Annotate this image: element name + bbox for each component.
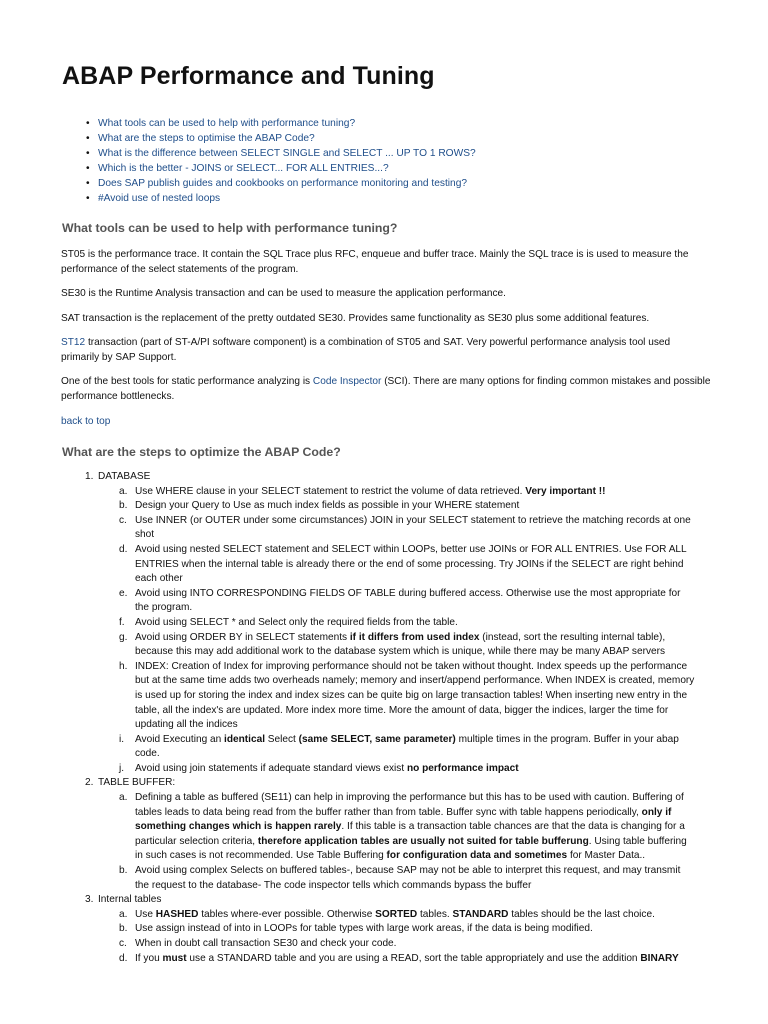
table-of-contents <box>86 116 476 206</box>
sub-step-text: Avoid using complex Selects on buffered tables-, because SAP may not be able to interpret this request, and may transmit the request to the database- The code inspector tells which commands bypass the buffer <box>135 865 681 891</box>
sub-step-letter: f. <box>119 616 125 628</box>
code-inspector-after: (SCI). There are many options for finding common mistakes and possible performance bottlenecks. <box>61 376 711 402</box>
sub-step-item <box>0 952 695 967</box>
sub-step-letter: d. <box>119 543 128 555</box>
st12-link[interactable]: ST12 <box>61 337 86 348</box>
sub-step-text: use a STANDARD table and you are using a READ, sort the table appropriately and use the addition <box>186 952 641 964</box>
sub-step-letter: j. <box>119 762 125 774</box>
page-title: ABAP Performance and Tuning <box>62 62 435 90</box>
sub-step-letter: a. <box>119 485 128 497</box>
sub-step-text: Select <box>265 733 299 745</box>
sub-step-item <box>0 733 695 762</box>
sub-step-text: tables where-ever possible. Otherwise <box>198 908 376 920</box>
toc-link[interactable]: • #Avoid use of nested loops <box>86 191 476 206</box>
sub-step-item <box>0 762 695 777</box>
sub-step-text: Avoid using SELECT * and Select only the required fields from the table. <box>135 616 458 628</box>
sub-step-text: Avoid using nested SELECT statement and SELECT within LOOPs, better use JOINs or FOR ALL ENTRIES. Use FOR ALL ENTRIES when the internal table is already there or the end of some processing. Try JOINs if the SELECT are right behind each other <box>135 543 687 585</box>
sub-step-letter: a. <box>119 908 128 920</box>
sub-step-item <box>0 499 695 514</box>
sub-step-text: . If this table is a transaction table chances are that the data is changing for a particular selection criteria, <box>135 821 685 847</box>
sub-step-item <box>0 791 695 864</box>
bold-text: Very important !! <box>525 485 606 497</box>
sub-step-letter: d. <box>119 952 128 964</box>
bold-text: SORTED <box>375 908 418 920</box>
sub-step-text: tables. <box>417 908 453 920</box>
sub-step-text: tables should be the last choice. <box>508 908 655 920</box>
sub-step-text: When in doubt call transaction SE30 and check your code. <box>135 938 397 949</box>
step-item <box>0 470 768 485</box>
toc-link[interactable]: • What are the steps to optimise the ABAP Code? <box>86 131 476 146</box>
bold-text: only if something changes which is happen rarely <box>135 806 672 833</box>
sub-step-letter: b. <box>119 500 128 512</box>
bold-text: BINARY <box>640 952 679 964</box>
sub-step-letter: g. <box>119 631 128 643</box>
sub-step-text: INDEX: Creation of Index for improving performance should not be taken without thought. Index speeds up the performance but at the same time adds two overheads namely; memory and insert/append performance. When INDEX is created, memory is used up for storing the index and index sizes can be quite big on large transaction tables! When inserting new entry in the table, all the index's are updated. More index more time. More the amount of data, bigger the indices, larger the time for updating all the indices <box>135 660 695 731</box>
sub-step-letter: a. <box>119 792 128 804</box>
step-title: TABLE BUFFER: <box>98 777 176 789</box>
sub-step-text: Avoid using join statements if adequate standard views exist <box>135 762 407 774</box>
sub-step-text: . Using table buffering in such cases is not recommended. Use Table Buffering <box>135 835 687 862</box>
step-title: Internal tables <box>98 894 162 906</box>
sub-step-text: for Master Data.. <box>567 850 646 862</box>
bold-text: must <box>162 952 187 964</box>
sub-step-item <box>0 485 695 500</box>
sub-step-text: Use WHERE clause in your SELECT statement to restrict the volume of data retrieved. <box>135 485 526 497</box>
bold-text: for configuration data and sometimes <box>386 850 568 862</box>
sub-step-text: Use <box>135 908 156 920</box>
sub-step-text: Use assign instead of into in LOOPs for table types with large work areas, if the data is being modified. <box>135 923 593 935</box>
sub-step-text: Avoid Executing an <box>135 733 225 745</box>
bold-text: STANDARD <box>452 908 509 920</box>
bold-text: therefore application tables are usually not suited for table bufferung <box>257 835 589 847</box>
bold-text: (same SELECT, same parameter) <box>298 733 456 745</box>
toc-link[interactable]: • Does SAP publish guides and cookbooks on performance monitoring and testing? <box>86 176 476 191</box>
bold-text: if it differs from used index <box>349 631 480 643</box>
sub-step-item <box>0 908 695 923</box>
section-heading-steps: What are the steps to optimize the ABAP Code? <box>62 445 341 459</box>
step-item <box>0 776 768 791</box>
toc-link[interactable]: • Which is the better - JOINS or SELECT... FOR ALL ENTRIES...? <box>86 161 476 176</box>
sub-step-item <box>0 660 695 733</box>
paragraph-sat: SAT transaction is the replacement of the pretty outdated SE30. Provides same functionality as SE30 plus some additional features. <box>61 313 650 324</box>
code-inspector-before: One of the best tools for static performance analyzing is <box>61 376 313 387</box>
sub-step-text: Design your Query to Use as much index fields as possible in your WHERE statement <box>135 500 520 512</box>
sub-step-item <box>0 616 695 631</box>
sub-step-text: If you <box>135 952 163 964</box>
back-to-top-link[interactable]: back to top <box>61 416 111 427</box>
step-item <box>0 893 768 908</box>
steps-list <box>0 470 768 966</box>
sub-step-item <box>0 587 695 616</box>
sub-step-item <box>0 514 695 543</box>
sub-step-letter: c. <box>119 938 127 949</box>
sub-step-text: (instead, sort the resulting internal table), because this may add additional work to the database system which is unique, while there may be many ABAP servers <box>135 631 666 658</box>
sub-step-letter: h. <box>119 660 128 672</box>
step-number: 3. <box>85 894 94 906</box>
sub-step-item <box>0 543 695 587</box>
section-heading-tools: What tools can be used to help with performance tuning? <box>62 221 398 235</box>
sub-step-item <box>0 864 695 893</box>
paragraph-st12 <box>61 336 711 365</box>
toc-link[interactable]: • What tools can be used to help with performance tuning? <box>86 116 476 131</box>
step-number: 2. <box>85 777 94 789</box>
step-number: 1. <box>85 471 94 482</box>
sub-step-letter: b. <box>119 865 128 877</box>
sub-step-text: Defining a table as buffered (SE11) can help in improving the performance but this has to be used with caution. Buffering of tables leads to data being read from the buffer rather than from table. Buffer sync with table happens periodically, <box>135 792 684 818</box>
code-inspector-link[interactable]: Code Inspector <box>312 376 382 387</box>
paragraph-st05: ST05 is the performance trace. It contain the SQL Trace plus RFC, enqueue and buffer trace. Mainly the SQL trace is is used to measure the performance of the select statements of the program. <box>61 249 689 275</box>
toc-link[interactable]: • What is the difference between SELECT SINGLE and SELECT ... UP TO 1 ROWS? <box>86 146 476 161</box>
sub-step-text: Avoid using ORDER BY in SELECT statements <box>135 631 350 643</box>
sub-step-letter: b. <box>119 923 128 935</box>
step-title: DATABASE <box>98 471 151 482</box>
bold-text: no performance impact <box>406 762 519 774</box>
sub-step-letter: e. <box>119 587 128 599</box>
paragraph-code-inspector <box>61 375 711 404</box>
bold-text: identical <box>224 733 265 745</box>
paragraph-se30: SE30 is the Runtime Analysis transaction and can be used to measure the application performance. <box>61 288 506 299</box>
sub-step-item <box>0 937 695 952</box>
bold-text: HASHED <box>155 908 199 920</box>
sub-step-item <box>0 631 695 660</box>
sub-step-letter: i. <box>119 733 125 745</box>
st12-text: transaction (part of ST-A/PI software component) is a combination of ST05 and SAT. Very powerful performance analysis tool used primarily by SAP Support. <box>61 337 671 363</box>
sub-step-letter: c. <box>119 514 127 526</box>
sub-step-text: Use INNER (or OUTER under some circumstances) JOIN in your SELECT statement to retrieve the matching records at one shot <box>135 514 691 541</box>
sub-step-text: multiple times in the program. Buffer in your abap code. <box>135 733 679 760</box>
sub-step-item <box>0 922 695 937</box>
sub-step-text: Avoid using INTO CORRESPONDING FIELDS OF TABLE during buffered access. Otherwise use the most appropriate for the program. <box>135 587 681 614</box>
